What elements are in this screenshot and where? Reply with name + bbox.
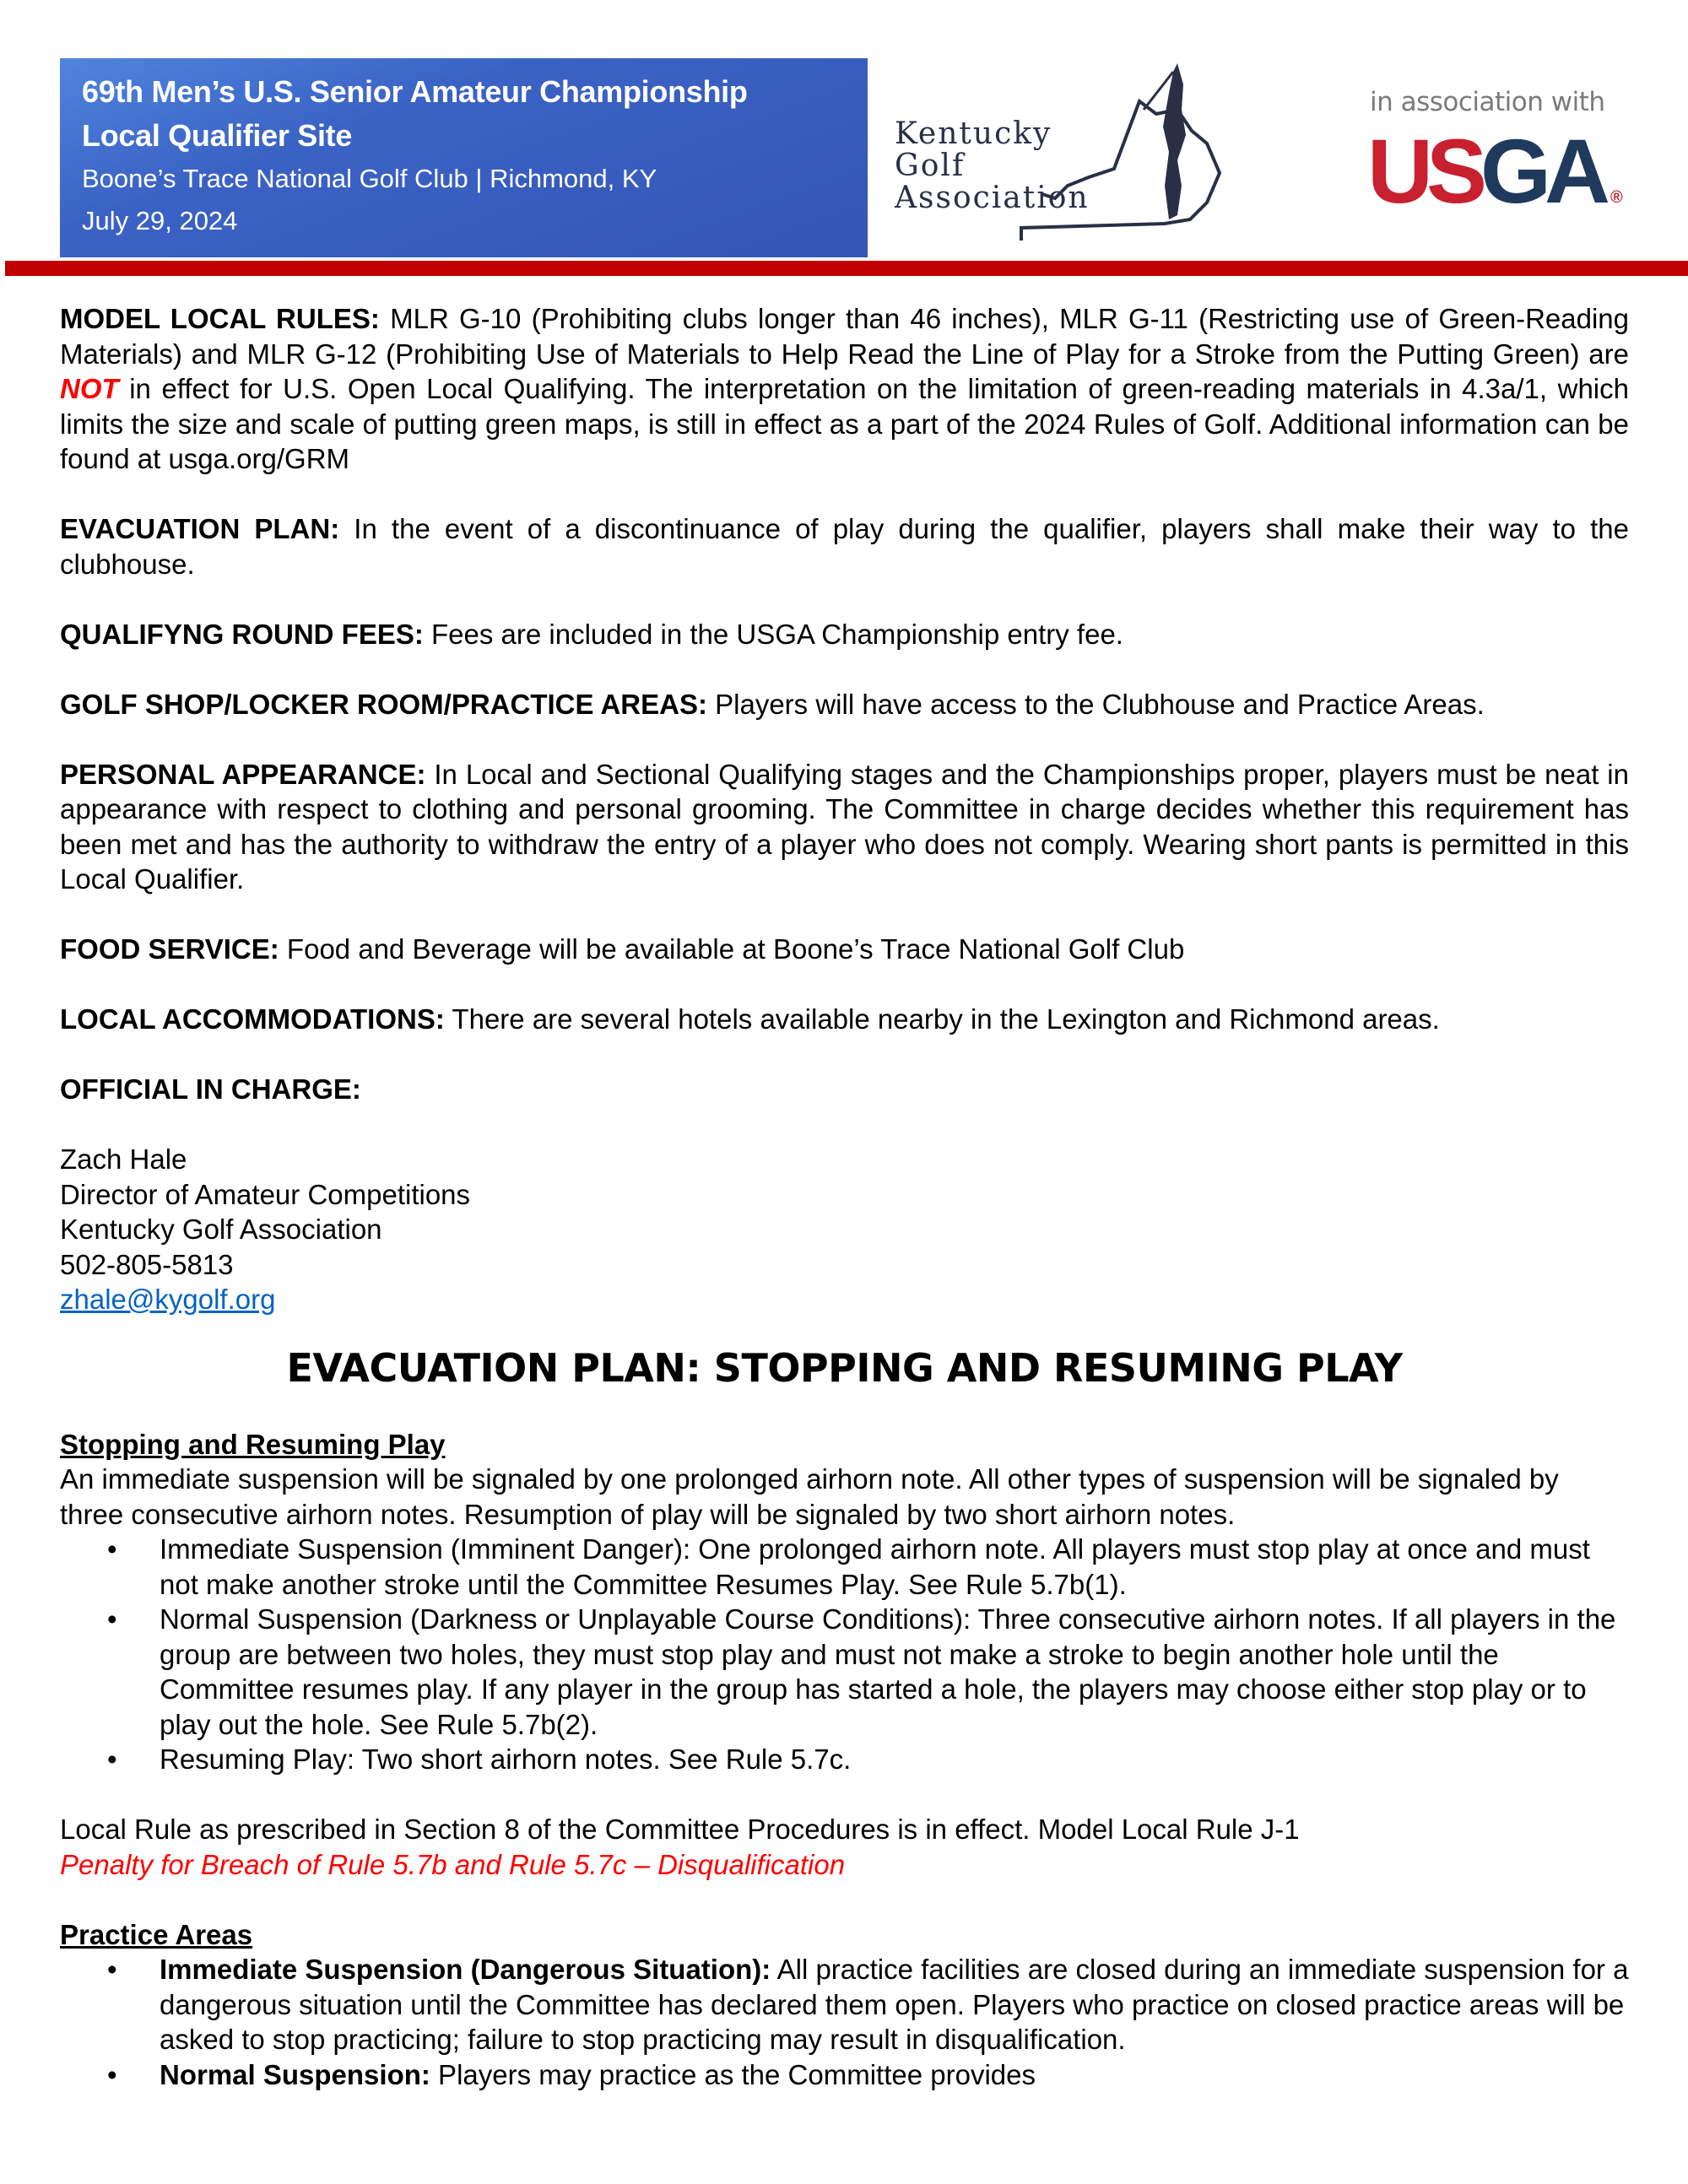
qualifying-fees — [60, 617, 1629, 652]
section-label: QUALIFYNG ROUND FEES: — [60, 618, 424, 650]
section-label: EVACUATION PLAN: — [60, 513, 340, 544]
list-item — [160, 2057, 1629, 2093]
evacuation-heading: EVACUATION PLAN: STOPPING AND RESUMING PLAY — [286, 1344, 1403, 1391]
kga-word-golf: Golf — [895, 149, 966, 183]
not-emphasis: NOT — [60, 373, 119, 404]
local-accommodations — [60, 1002, 1629, 1037]
usga-ga: GA — [1480, 120, 1604, 222]
header-divider — [5, 261, 1688, 276]
list-item: • Normal Suspension (Darkness or Unplayable Course Conditions): Three consecutive airhorn notes. If all players in the group are between two holes, they must stop play and must not make a stroke to begin another hole until the Committee resumes play. If any player in the group has started a hole, the players may choose either stop play or to play out the hole. See Rule 5.7b(2). — [160, 1602, 1629, 1742]
personal-appearance — [60, 757, 1629, 897]
golf-shop — [60, 687, 1629, 722]
official-phone: 502-805-5813 — [60, 1248, 234, 1280]
official-name: Zach Hale — [60, 1143, 187, 1175]
list-item: • Resuming Play: Two short airhorn notes. See Rule 5.7c. — [160, 1742, 1629, 1777]
section-text: in effect for U.S. Open Local Qualifying. The interpretation on the limitation of green-reading materials in 4.3a/1, which limits the size and scale of putting green maps, is still in effect as a part of the 2024 Rules of Golf. Additional information can be found at usga.org/GRM — [60, 373, 1629, 474]
usga-logo — [1367, 120, 1623, 244]
kga-word-kentucky: Kentucky — [895, 116, 1052, 151]
section-text: MLR G-10 (Prohibiting clubs longer than 46 inches), MLR G-11 (Restricting use of Green-Reading Materials) and MLR G-12 (Prohibiting Use of Materials to Help Read the Line of Play for a Stroke from the Putting Green) are — [60, 303, 1630, 370]
kga-logo-text — [895, 118, 1090, 214]
official-org: Kentucky Golf Association — [60, 1214, 382, 1245]
official-contact — [60, 1142, 1629, 1317]
section-text: In the event of a discontinuance of play during the qualifier, players shall make their way to the clubhouse. — [60, 513, 1629, 580]
food-service — [60, 932, 1629, 967]
section-text: Fees are included in the USGA Championship entry fee. — [423, 618, 1123, 650]
item-label: Immediate Suspension (Dangerous Situation): — [160, 1954, 771, 1985]
official-title: Director of Amateur Competitions — [60, 1178, 471, 1210]
section-text: In Local and Sectional Qualifying stages and the Championships proper, players must be neat in appearance with respect to clothing and personal grooming. The Committee in charge decides whether this requirement has been met and has the authority to withdraw the entry of a player who does not comply. Wearing short pants is permitted in this Local Qualifier. — [60, 758, 1629, 895]
registered-mark: ® — [1610, 188, 1623, 207]
banner-title: 69th Men’s U.S. Senior Amateur Championship — [82, 74, 748, 109]
penalty-text: Penalty for Breach of Rule 5.7b and Rule 5.7c – Disqualification — [60, 1848, 846, 1880]
championship-banner — [60, 58, 868, 257]
official-email-link[interactable]: zhale@kygolf.org — [60, 1284, 276, 1315]
official-in-charge-label: OFFICIAL IN CHARGE: — [60, 1073, 361, 1105]
stopping-intro: An immediate suspension will be signaled by one prolonged airhorn note. All other types of suspension will be signaled by three consecutive airhorn notes. Resumption of play will be signaled by two short airhorn notes. — [60, 1463, 1559, 1530]
section-label: GOLF SHOP/LOCKER ROOM/PRACTICE AREAS: — [60, 688, 707, 720]
stopping-list — [60, 1532, 1629, 1777]
section-label: FOOD SERVICE: — [60, 933, 279, 965]
usga-us: US — [1367, 120, 1481, 222]
practice-areas-title: Practice Areas — [60, 1918, 253, 1950]
banner-subtitle: Local Qualifier Site — [82, 118, 353, 153]
item-text: All practice facilities are closed during an immediate suspension for a dangerous situation until the Committee has declared them open. Players who practice on closed practice areas will be asked to stop practicing; failure to stop practicing may result in disqualification. — [160, 1954, 1629, 2055]
section-label: LOCAL ACCOMMODATIONS: — [60, 1003, 445, 1035]
document-body — [60, 301, 1629, 2092]
list-item — [160, 1952, 1629, 2057]
kga-word-association: Association — [895, 181, 1090, 215]
section-label: MODEL LOCAL RULES: — [60, 303, 380, 334]
kga-logo — [886, 59, 1308, 249]
section-text: Food and Beverage will be available at Boone’s Trace National Golf Club — [279, 933, 1185, 965]
banner-venue: Boone’s Trace National Golf Club | Richmond, KY — [82, 164, 657, 193]
list-item: • Immediate Suspension (Imminent Danger): One prolonged airhorn note. All players must stop play at once and must not make another stroke until the Committee Resumes Play. See Rule 5.7b(1). — [160, 1532, 1629, 1602]
section-text: There are several hotels available nearby in the Lexington and Richmond areas. — [444, 1003, 1440, 1035]
practice-list — [60, 1952, 1629, 2092]
section-label: PERSONAL APPEARANCE: — [60, 758, 426, 790]
model-local-rules — [60, 301, 1629, 477]
association-text: in association with — [1370, 87, 1605, 117]
item-label: Normal Suspension: — [160, 2058, 430, 2090]
section-text: Players will have access to the Clubhouse and Practice Areas. — [706, 688, 1485, 720]
stopping-resuming-title: Stopping and Resuming Play — [60, 1428, 446, 1460]
local-rule-text: Local Rule as prescribed in Section 8 of the Committee Procedures is in effect. Model Local Rule J-1 — [60, 1814, 1300, 1845]
item-text: Players may practice as the Committee provides — [430, 2058, 1036, 2090]
evacuation-plan — [60, 511, 1629, 581]
banner-date: July 29, 2024 — [82, 206, 238, 235]
